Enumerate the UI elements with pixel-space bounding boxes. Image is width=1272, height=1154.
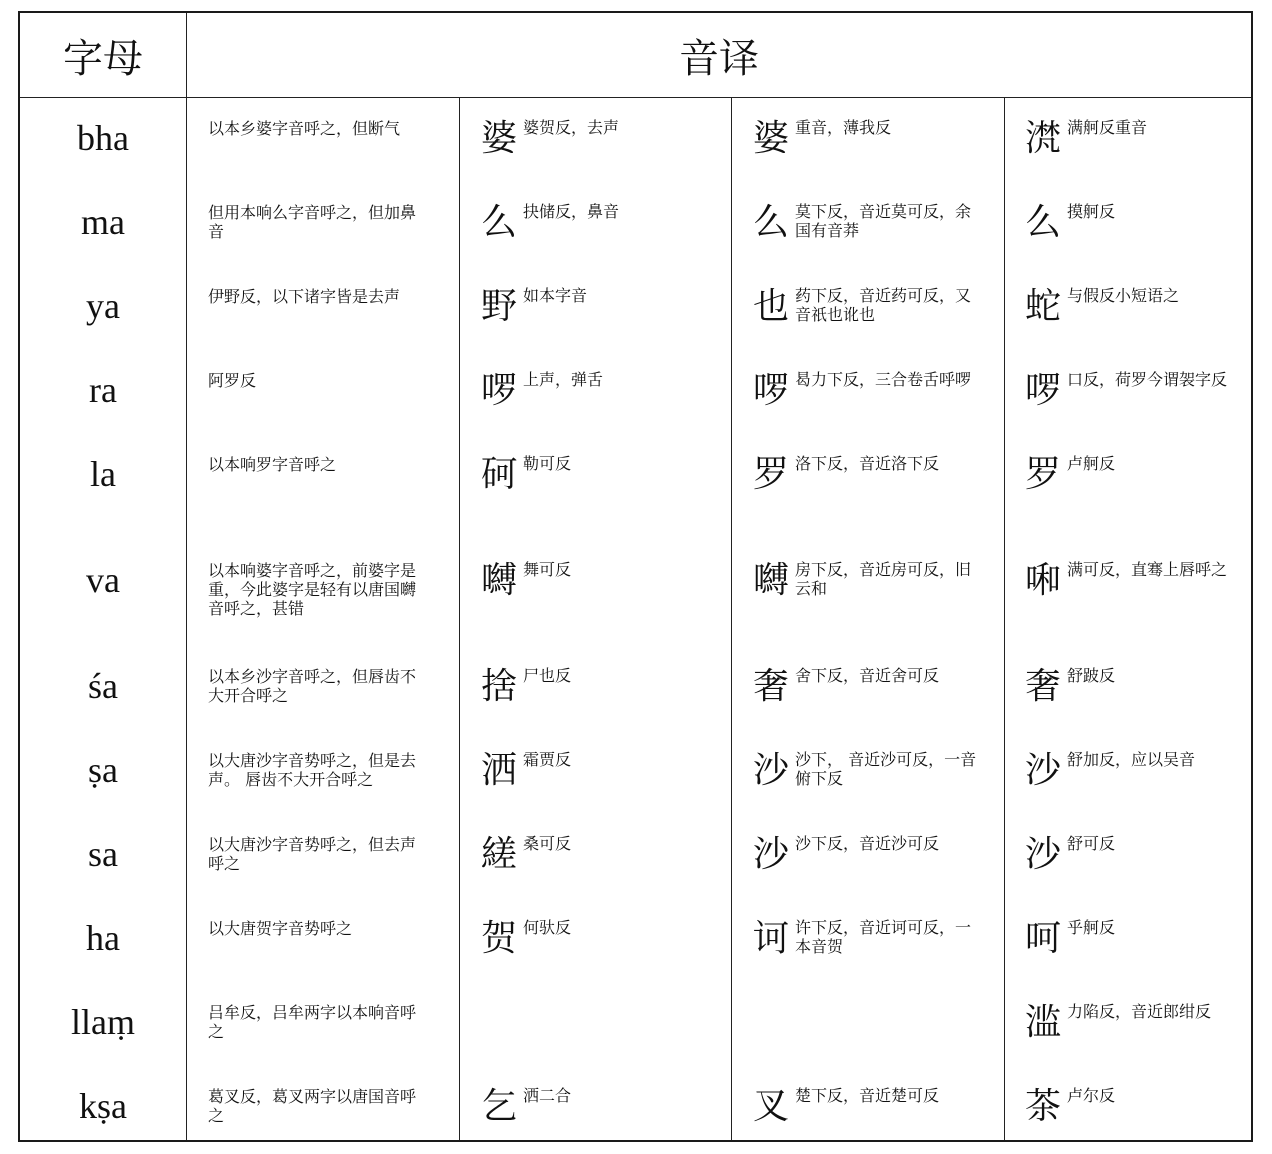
character-note: 与假反小短语之 [1067,286,1180,305]
letter-cell: va [86,560,120,600]
main-character: 啰 [481,370,518,411]
main-character: 洒 [481,750,518,791]
character-note: 沙下， 音近沙可反，一音俯下反 [795,750,977,788]
main-character: 婆 [753,118,790,159]
main-character: 沙 [753,750,790,791]
main-character: 沙 [1025,750,1062,791]
header-letter: 字母 [63,35,143,82]
character-note: 房下反，音近房可反，旧云和 [795,560,972,598]
character-note: 如本字音 [523,286,588,305]
header-transcription: 音译 [679,35,759,82]
character-note: 口反，荷罗今谓袈字反 [1067,370,1228,389]
main-character: 婆 [481,118,518,159]
character-note: 尸也反 [523,666,572,685]
main-character: 滥 [1025,1002,1062,1043]
main-character: 也 [753,286,790,327]
main-character: 沙 [753,834,790,875]
description-cell: 以大唐沙字音势呼之，但去声呼之 [208,835,417,873]
character-note: 卢尔反 [1067,1086,1116,1105]
letter-cell: la [90,454,116,494]
character-note: 洛下反，音近洛下反 [795,454,940,473]
description-cell: 以本乡沙字音呼之，但唇齿不大开合呼之 [208,667,417,705]
main-character: 嚩 [481,560,518,601]
description-cell: 但用本响么字音呼之，但加鼻音 [208,203,417,241]
main-character: 滼 [1025,118,1062,159]
description-cell: 以本响罗字音呼之 [208,455,337,474]
main-character: 啰 [1025,370,1062,411]
character-note: 霜贾反 [523,750,572,769]
description-cell: 阿罗反 [208,371,257,390]
character-note: 乎舸反 [1067,918,1116,937]
main-character: 奢 [1025,666,1062,707]
main-character: 啝 [1025,560,1062,601]
letter-cell: llaṃ [71,1002,135,1042]
column-divider [186,13,187,1140]
letter-cell: ṣa [88,750,118,790]
description-cell: 以大唐沙字音势呼之，但是去声。 唇齿不大开合呼之 [208,751,417,789]
character-note: 沙下反，音近沙可反 [795,834,940,853]
letter-cell: ma [81,202,125,242]
character-note: 满可反，直骞上唇呼之 [1067,560,1228,579]
character-note: 舒跛反 [1067,666,1116,685]
letter-cell: sa [88,834,118,874]
main-character: 捨 [481,666,518,707]
description-cell: 伊野反，以下诸字皆是去声 [208,287,401,306]
main-character: 乞 [481,1086,518,1127]
column-divider [1004,97,1005,1140]
main-character: 嚩 [753,560,790,601]
main-character: 么 [753,202,790,243]
main-character: 沙 [1025,834,1062,875]
main-character: 么 [1025,202,1062,243]
main-character: 贺 [481,918,518,959]
main-character: 茶 [1025,1086,1062,1127]
main-character: 叉 [753,1086,790,1127]
description-cell: 以本乡婆字音呼之，但断气 [208,119,401,138]
character-note: 上声，弹舌 [523,370,604,389]
character-note: 舒加反，应以吴音 [1067,750,1196,769]
character-note: 摸舸反 [1067,202,1116,221]
description-cell: 葛叉反，葛叉两字以唐国音呼之 [208,1087,417,1125]
character-note: 桑可反 [523,834,572,853]
character-note: 满舸反重音 [1067,118,1148,137]
character-note: 抉储反，鼻音 [523,202,620,221]
character-note: 舞可反 [523,560,572,579]
character-note: 何驮反 [523,918,572,937]
letter-cell: śa [88,666,118,706]
letter-cell: ya [86,286,120,326]
main-character: 野 [481,286,518,327]
character-note: 力陷反，音近郎绀反 [1067,1002,1212,1021]
header-divider [20,97,1251,98]
character-note: 勒可反 [523,454,572,473]
character-note: 莫下反，音近莫可反，余国有音莽 [795,202,972,240]
main-character: 奢 [753,666,790,707]
main-character: 罗 [1025,454,1062,495]
character-note: 药下反，音近药可反，又音祇也讹也 [795,286,972,324]
transliteration-table [18,11,1253,1142]
main-character: 砢 [481,454,518,495]
letter-cell: ra [89,370,117,410]
character-note: 卢舸反 [1067,454,1116,473]
main-character: 罗 [753,454,790,495]
character-note: 婆贺反，去声 [523,118,620,137]
main-character: 縒 [481,834,518,875]
column-divider [459,97,460,1140]
character-note: 洒二合 [523,1086,572,1105]
character-note: 舒可反 [1067,834,1116,853]
main-character: 诃 [753,918,790,959]
main-character: 啰 [753,370,790,411]
letter-cell: bha [77,118,129,158]
column-divider [731,97,732,1140]
character-note: 舍下反，音近舍可反 [795,666,940,685]
description-cell: 以本响婆字音呼之，前婆字是重，今此婆字是轻有以唐国嚩音呼之，甚错 [208,561,417,618]
letter-cell: ha [86,918,120,958]
description-cell: 吕牟反，吕牟两字以本响音呼之 [208,1003,417,1041]
character-note: 许下反，音近诃可反，一本音贺 [795,918,972,956]
letter-cell: kṣa [79,1086,127,1126]
main-character: 呵 [1025,918,1062,959]
character-note: 曷力下反，三合卷舌呼啰 [795,370,972,389]
character-note: 重音，薄我反 [795,118,892,137]
character-note: 楚下反，音近楚可反 [795,1086,940,1105]
main-character: 么 [481,202,518,243]
main-character: 蛇 [1025,286,1062,327]
description-cell: 以大唐贺字音势呼之 [208,919,353,938]
